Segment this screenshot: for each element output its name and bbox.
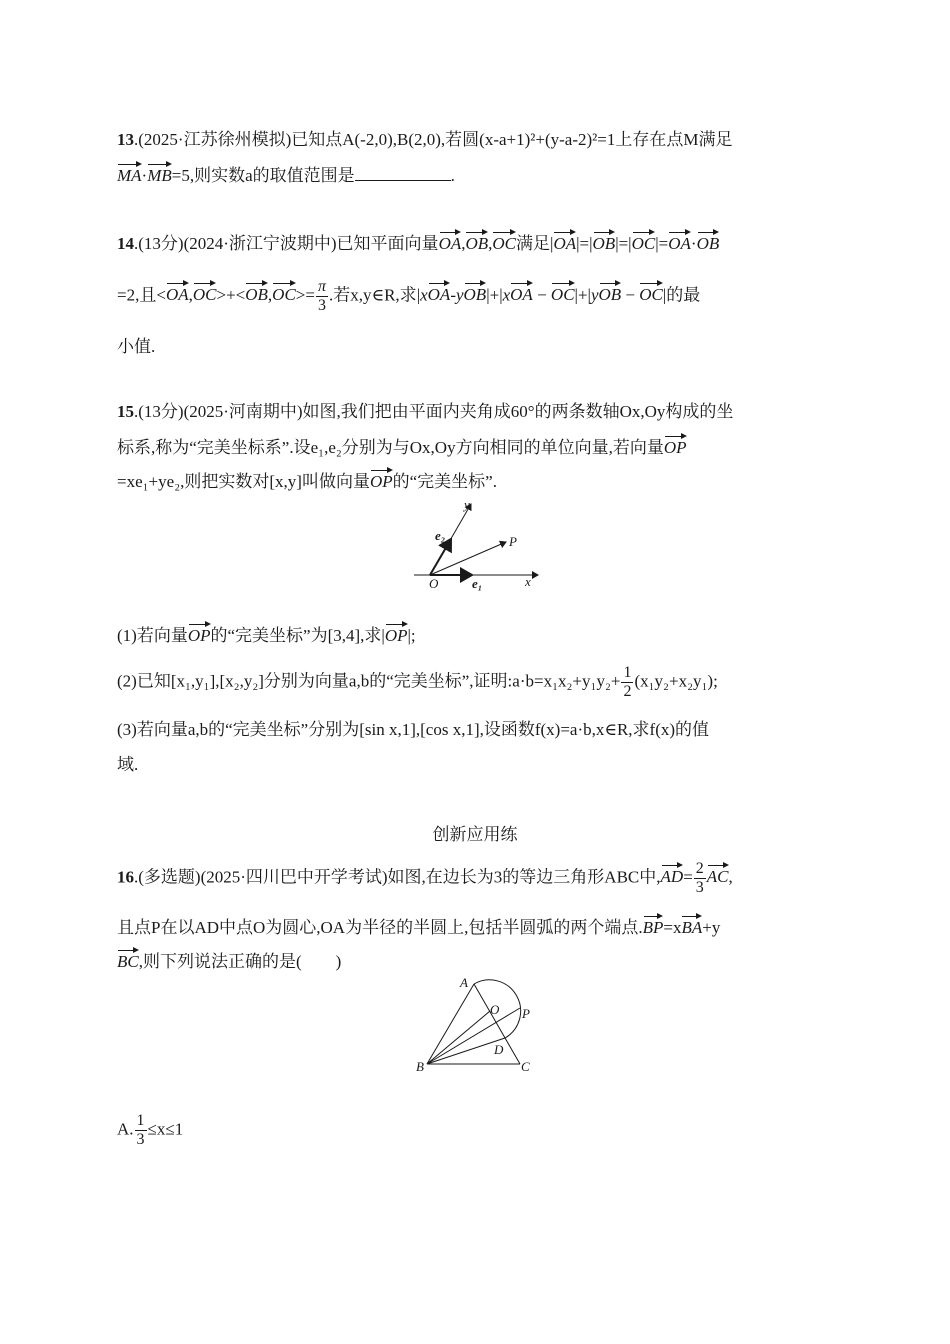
q15-line1: 15.(13分)(2025·河南期中)如图,我们把由平面内夹角成60°的两条数轴Ox,Oy构成的坐	[117, 402, 734, 421]
q14-line2: =2,且<OA,OC>+<OB,OC>= $\frac{\pi}{3}$ .若x,y∈R,求|xOA-yOB|+|xOA − OC|+|yOB − OC|的最	[117, 278, 701, 314]
q13-vec-ma: MA	[117, 160, 142, 188]
q13-answer-blank[interactable]	[355, 163, 451, 181]
label-o: O	[490, 1002, 500, 1017]
q15-part1: (1)若向量OP的“完美坐标”为[3,4],求|OP|;	[117, 620, 416, 648]
label-a: A	[460, 975, 468, 990]
side-ba	[427, 984, 474, 1064]
q15-line3: =xe₁+ye₂,则把实数对[x,y]叫做向量OP的“完美坐标”.	[117, 466, 497, 494]
section-title: 创新应用练	[432, 825, 518, 845]
segment-bo	[427, 1011, 490, 1064]
label-b: B	[416, 1059, 424, 1074]
label-e2: e₂	[435, 528, 446, 543]
q14-line3: 小值.	[117, 337, 156, 356]
q13-number: 13	[117, 130, 134, 149]
q15-part3-line2: 域.	[117, 755, 139, 774]
label-c: C	[521, 1059, 530, 1074]
q15-part2: (2)已知[x₁,y₁],[x₂,y₂]分别为向量a,b的“完美坐标”,证明:a·b=x₁x₂+y₁y₂+ $\frac{1}{2}$ (x₁y₂+x₂y₁);	[117, 664, 718, 700]
q16-option-a-fraction: $\frac{1}{3}$	[136, 1112, 145, 1148]
q14-number: 14	[117, 234, 134, 253]
label-p: P	[509, 534, 517, 549]
label-o: O	[429, 576, 439, 591]
label-e1: e₁	[472, 576, 483, 591]
q16-line3: BC,则下列说法正确的是( )	[117, 946, 341, 974]
q16-line1: 16.(多选题)(2025·四川巴中开学考试)如图,在边长为3的等边三角形ABC中,AD= $\frac{2}{3}$ AC,	[117, 860, 733, 896]
vector-e2	[430, 539, 451, 575]
q13-line1	[117, 128, 732, 152]
q14-pi-over-3: $\frac{\pi}{3}$	[317, 278, 326, 314]
segment-bp	[427, 1008, 520, 1064]
label-y: y	[464, 497, 470, 512]
label-p: P	[522, 1006, 530, 1021]
q16-option-a[interactable]: A. $\frac{1}{3}$ ≤x≤1	[117, 1112, 184, 1148]
q13-line2: MA·MB=5,则实数a的取值范围是 .	[117, 160, 455, 188]
q15-line2: 标系,称为“完美坐标系”.设e₁,e₂分别为与Ox,Oy方向相同的单位向量,若向量OP	[117, 432, 687, 460]
vector-op	[430, 542, 506, 575]
q15-one-half: $\frac{1}{2}$	[623, 664, 632, 700]
q16-line2: 且点P在以AD中点O为圆心,OA为半径的半圆上,包括半圆弧的两个端点.BP=xBA+y	[117, 912, 720, 940]
label-x: x	[525, 574, 531, 589]
q16-two-thirds: $\frac{2}{3}$	[695, 860, 704, 896]
q13-text1: .(2025·江苏徐州模拟)已知点A(-2,0),B(2,0),若圆(x-a+1)²+(y-a-2)²=1上存在点M满足	[134, 130, 733, 149]
q15-part3-line1: (3)若向量a,b的“完美坐标”分别为[sin x,1],[cos x,1],设函数f(x)=a·b,x∈R,求f(x)的值	[117, 720, 710, 739]
q15-figure	[408, 496, 548, 592]
q13-vec-mb: MB	[147, 160, 172, 188]
q15-number: 15	[117, 402, 134, 421]
q13-text2: =5,则实数a的取值范围是	[171, 166, 355, 185]
q16-figure	[410, 972, 550, 1078]
label-d: D	[494, 1042, 504, 1057]
q14-line1: 14.(13分)(2024·浙江宁波期中)已知平面向量OA,OB,OC满足|OA|=|OB|=|OC|=OA·OB	[117, 228, 719, 256]
q16-number: 16	[117, 867, 134, 887]
